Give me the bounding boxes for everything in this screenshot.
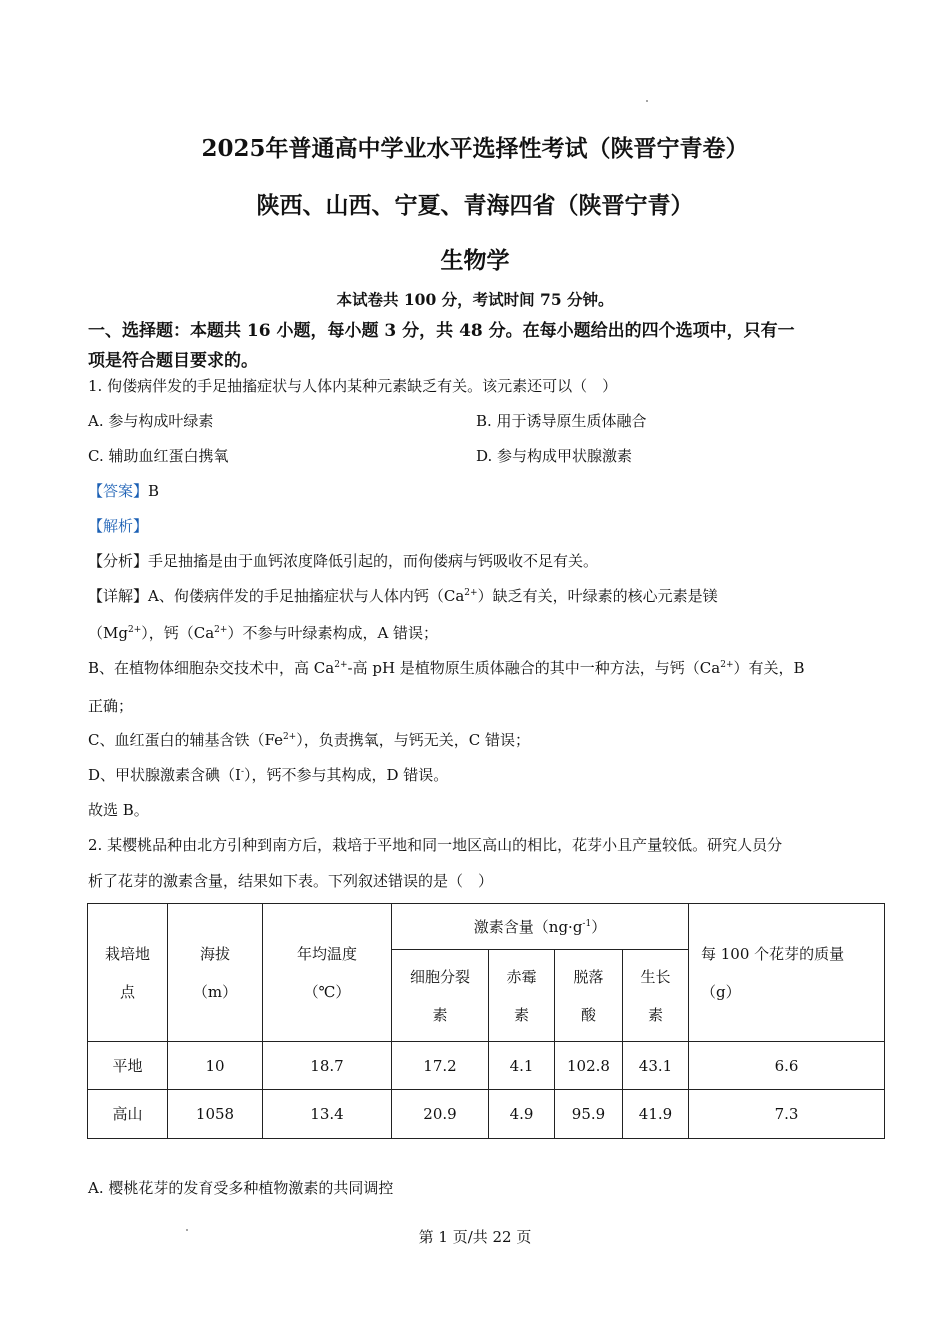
answer-value: B xyxy=(148,482,160,500)
q1-detail-line2: $(Mg^{2+})$，钙$(Ca^{2+})$不参与叶绿素构成，A 错误； xyxy=(88,624,439,642)
decor-dot xyxy=(646,100,648,102)
answer-tag: 【答案】 xyxy=(88,482,149,500)
exam-title: 2025年普通高中学业水平选择性考试（陕晋宁青卷） xyxy=(201,135,749,162)
table-row: 平地 10 18.7 17.2 4.1 102.8 43.1 6.6 xyxy=(88,1042,885,1090)
header-auxin: 生长 素 xyxy=(623,950,689,1042)
subject-title: 生物学 xyxy=(440,247,510,274)
exam-info: 本试卷共 100 分，考试时间 75 分钟。 xyxy=(336,290,614,309)
q1-detail-line4: 正确； xyxy=(88,697,134,715)
section-heading-cont: 项是符合题目要求的。 xyxy=(88,351,258,371)
q2-stem-line2: 析了花芽的激素含量，结果如下表。下列叙述错误的是（ ） xyxy=(88,872,494,890)
header-temperature: 年均温度 （℃） xyxy=(263,904,392,1042)
header-hormone: 激素含量$(ng\cdot g^{-1})$ xyxy=(392,904,689,950)
q1-option-b: B. 用于诱导原生质体融合 xyxy=(476,412,647,430)
header-gibberellin: 赤霉 素 xyxy=(489,950,555,1042)
q1-option-a: A. 参与构成叶绿素 xyxy=(88,412,214,430)
header-mass: 每 100 个花芽的质量 （g） xyxy=(689,904,885,1042)
fenxi-tag: 【分析】 xyxy=(88,552,149,570)
fenxi-text: 手足抽搐是由于血钙浓度降低引起的，而佝偻病与钙吸收不足有关。 xyxy=(148,552,599,570)
header-site: 栽培地 点 xyxy=(88,904,168,1042)
q1-stem: 1. 佝偻病伴发的手足抽搐症状与人体内某种元素缺乏有关。该元素还可以（ ） xyxy=(88,377,618,395)
q1-fenxi xyxy=(88,550,598,571)
hormone-table xyxy=(87,903,885,1139)
analysis-tag: 【解析】 xyxy=(88,517,149,535)
q1-detail-line6: D、甲状腺激素含碘（I-），钙不参与其构成，D 错误。 xyxy=(88,766,449,784)
q2-option-a: A. 樱桃花芽的发育受多种植物激素的共同调控 xyxy=(88,1179,394,1197)
page-number: 第 1 页/共 22 页 xyxy=(418,1228,532,1246)
q1-detail-line5: C、血红蛋白的辅基含铁$(Fe^{2+})$，负责携氧，与钙无关，C 错误； xyxy=(88,731,530,749)
q1-conclusion: 故选 B。 xyxy=(88,801,149,819)
section-heading: 一、选择题：本题共 16 小题，每小题 3 分，共 48 分。在每小题给出的四个选项中，只有一 xyxy=(88,321,795,341)
header-cytokinin: 细胞分裂 素 xyxy=(392,950,489,1042)
provinces-title: 陕西、山西、宁夏、青海四省（陕晋宁青） xyxy=(256,192,694,219)
q1-answer xyxy=(88,480,159,501)
q2-stem-line1: 2. 某樱桃品种由北方引种到南方后，栽培于平地和同一地区高山的相比，花芽小且产量较低。研究人员分 xyxy=(88,836,783,854)
q1-option-d: D. 参与构成甲状腺激素 xyxy=(476,447,633,465)
q1-option-c: C. 辅助血红蛋白携氧 xyxy=(88,447,229,465)
header-altitude: 海拔 （m） xyxy=(168,904,263,1042)
q1-detail-line1: 【详解】A、佝偻病伴发的手足抽搐症状与人体内钙$(Ca^{2+})$缺乏有关，叶绿素的核心元素是镁 xyxy=(88,587,718,605)
header-abscisic-acid: 脱落 酸 xyxy=(555,950,623,1042)
q1-detail-line3: B、在植物体细胞杂交技术中，高 $Ca^{2+}-$高 pH 是植物原生质体融合的其中一种方法，与钙$(Ca^{2+})$有关，B xyxy=(88,659,805,677)
table-row: 高山 1058 13.4 20.9 4.9 95.9 41.9 7.3 xyxy=(88,1090,885,1139)
